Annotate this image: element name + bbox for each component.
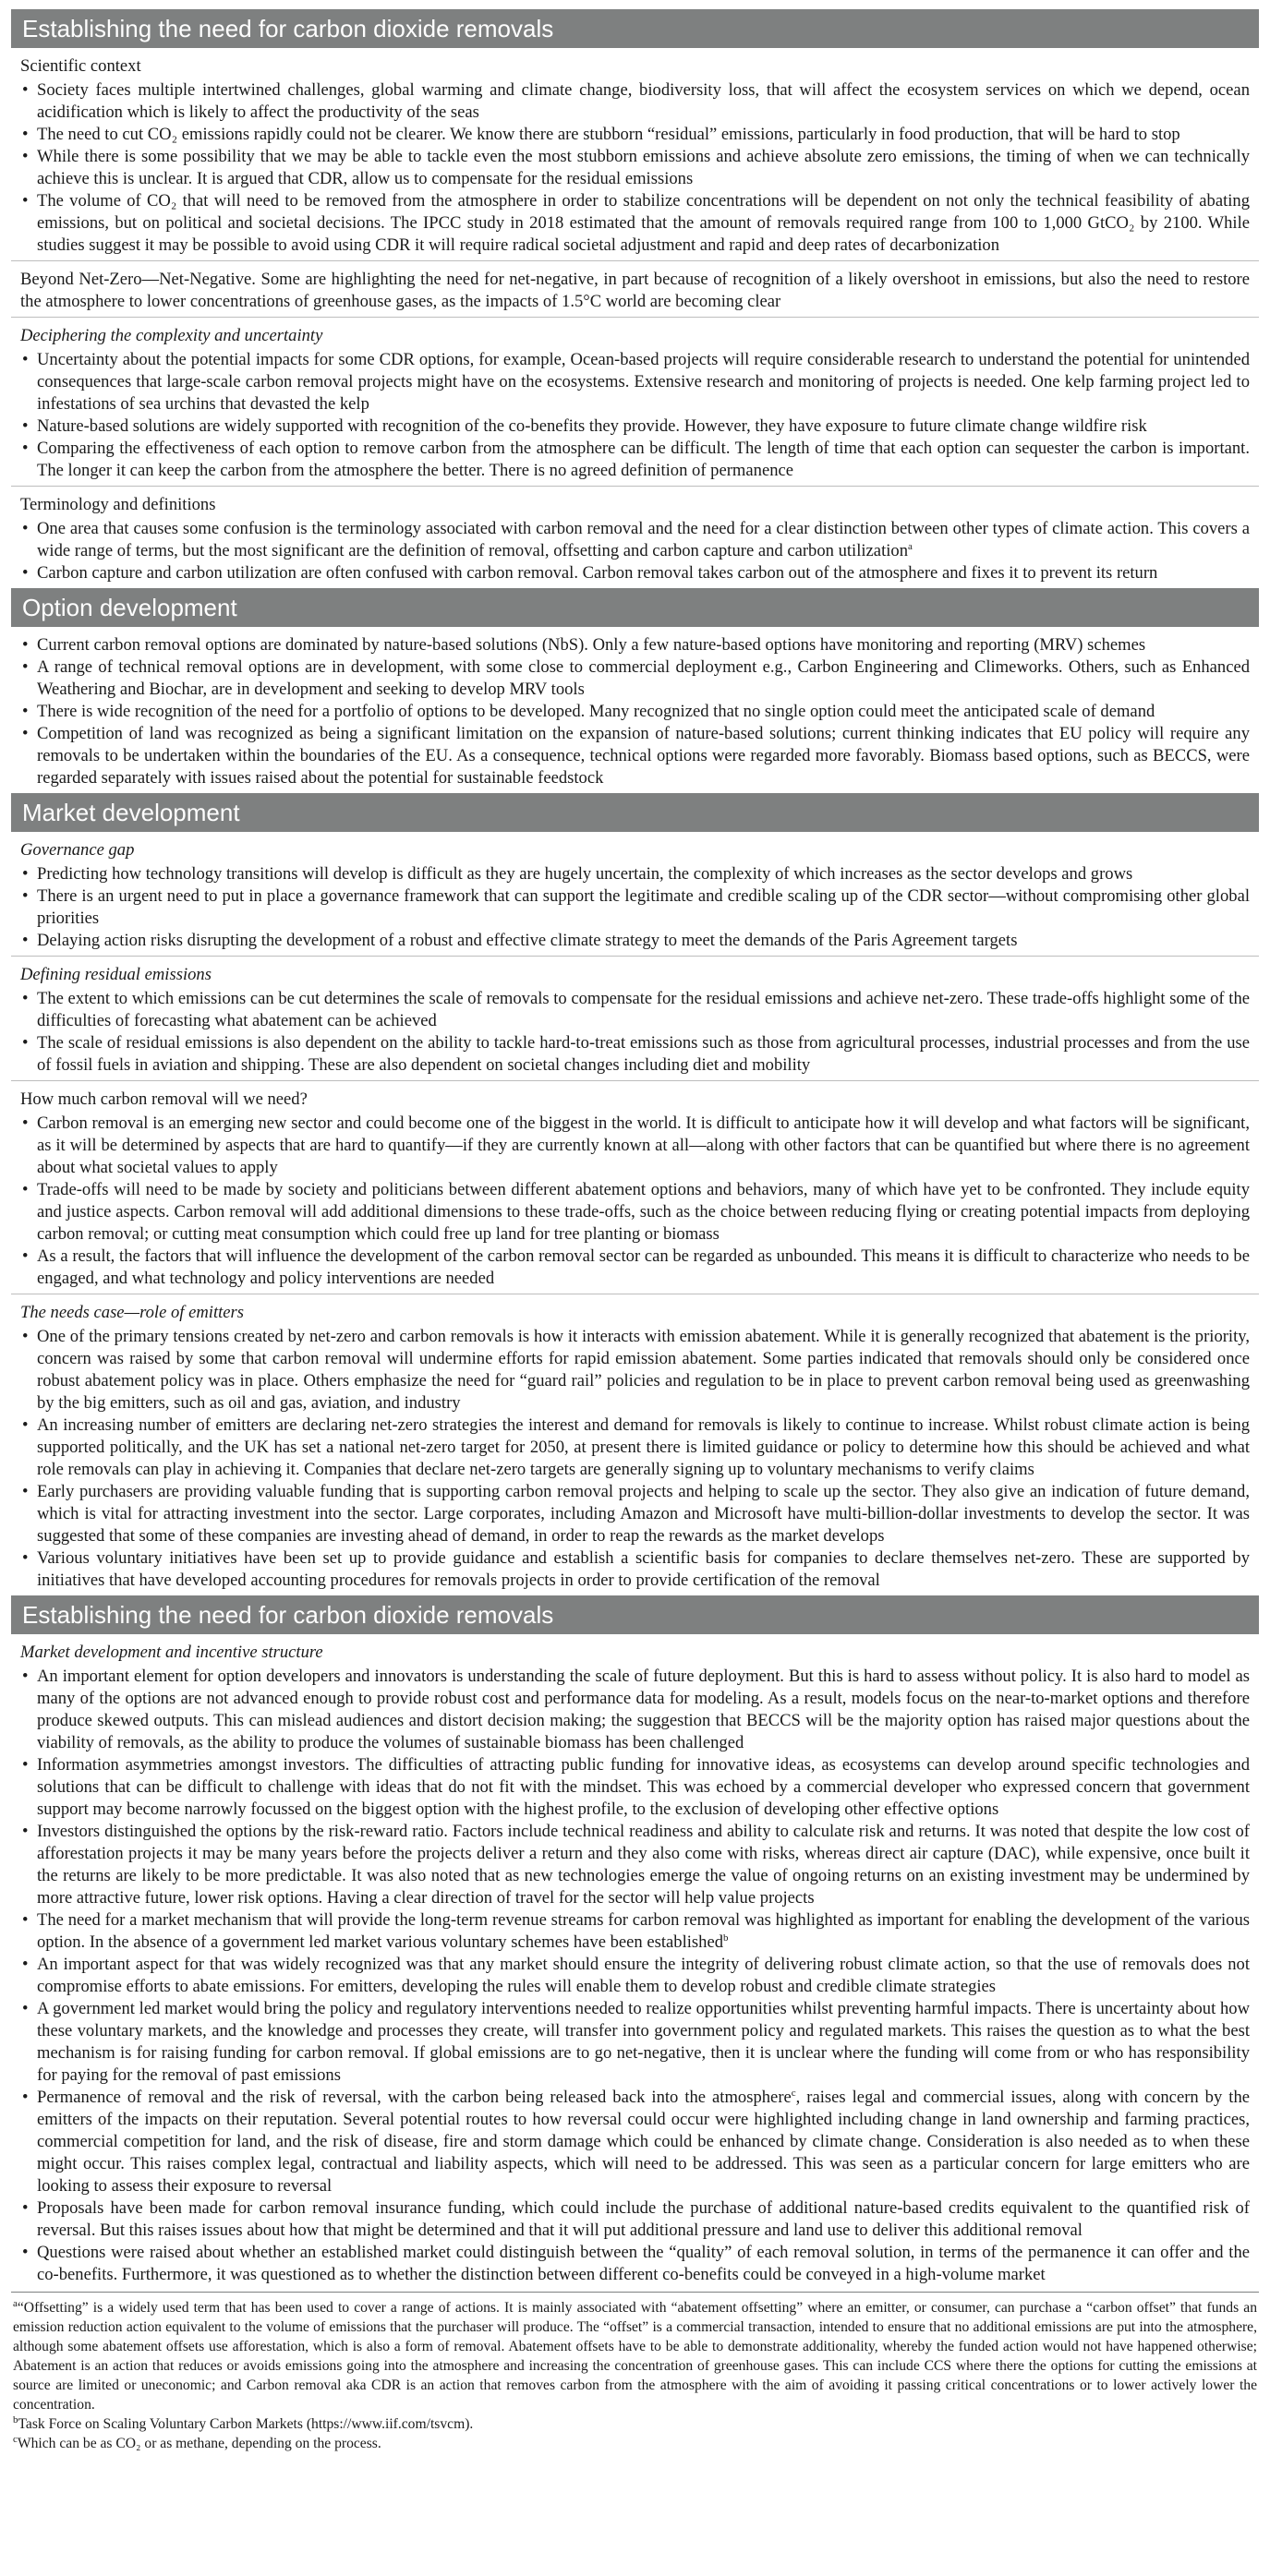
bullet-item: • A range of technical removal options are in development, with some close to commercial deployment e.g., Carbon Engineering and Climeworks. Others, such as Enhanced Weathering and Biochar, are in development and seeking to develop MRV tools — [20, 656, 1250, 701]
table-block — [11, 1081, 1259, 1294]
bullet-item: • Nature-based solutions are widely supported with recognition of the co-benefits they provide. However, they have exposure to future climate change wildfire risk — [20, 415, 1250, 438]
footnote-a — [13, 2298, 1257, 2414]
bullet-item: • Comparing the effectiveness of each option to remove carbon from the atmosphere can be difficult. The length of time that each option can sequester the carbon is important. The longer it can keep the carbon from the atmosphere the better. There is no agreed definition of permanence — [20, 438, 1250, 482]
bullet-item: • The volume of CO₂ that will need to be removed from the atmosphere in order to stabilize concentrations will be dependent on not only the technical feasibility of abating emissions, but on political and societal decisions. The IPCC study in 2018 estimated that the amount of removals required range from 100 to 1,000 GtCO₂ by 2100. While studies suggest it may be possible to avoid using CDR it will require radical societal adjustment and rapid and deep rates of decarbonization — [20, 190, 1250, 257]
bullet-list — [20, 1113, 1250, 1290]
bullet-item: • The need to cut CO₂ emissions rapidly could not be clearer. We know there are stubborn “residual” emissions, particularly in food production, that will be hard to stop — [20, 124, 1250, 146]
bullet-text: One area that causes some confusion is the terminology associated with carbon removal and the need for a clear distinction between other types of climate action. This covers a wide range of terms, but the most significant are the definition of removal, offsetting and carbon capture and carbon utilization — [37, 519, 1250, 560]
table-block — [11, 1294, 1259, 1595]
block-subtitle: Terminology and definitions — [20, 495, 216, 514]
bullet-item — [20, 1909, 1250, 1954]
footnote-marker: c — [13, 2433, 18, 2445]
bullet-text: The need for a market mechanism that will provide the long-term revenue streams for carbon removal was highlighted as important for enabling the development of the various option. In the absence of a government led market various voluntary schemes have been established — [37, 1910, 1250, 1952]
block-subtitle: Deciphering the complexity and uncertainty — [20, 326, 323, 345]
bullet-item — [20, 2087, 1250, 2197]
section-header: Establishing the need for carbon dioxide removals — [11, 9, 1259, 48]
bullet-list — [20, 1666, 1250, 2286]
bullet-item: • Investors distinguished the options by the risk-reward ratio. Factors include technical readiness and ability to calculate risk and returns. It was noted that despite the low cost of afforestation projects it may be many years before the projects deliver a return and they also come with risks, whereas direct air capture (DAC), while expensive, once built it the returns are likely to be more predictable. It was also noted that as new technologies emerge the value of ongoing returns on an existing investment may be undermined by more attractive future, lower risk options. Having a clear direction of travel for the sector will help value projects — [20, 1821, 1250, 1909]
footnote-marker: a — [908, 540, 913, 552]
block-subtitle: The needs case—role of emitters — [20, 1303, 245, 1322]
bullet-item: • A government led market would bring the policy and regulatory interventions needed to realize opportunities whilst preventing harmful impacts. There is uncertainty about how these voluntary markets, and the knowledge and processes they create, will transfer into government policy and regulated markets. This raises the question as to what the best mechanism is for raising funding for carbon removal. If global emissions are to go net-negative, then it is unclear where the funding will come from or who has responsibility for paying for the removal of past emissions — [20, 1998, 1250, 2087]
bullet-list — [20, 863, 1250, 952]
table-block — [11, 832, 1259, 957]
table-block — [11, 627, 1259, 793]
block-paragraph: Beyond Net-Zero—Net-Negative. Some are highlighting the need for net-negative, in part because of recognition of a likely overshoot in emissions, but also the need to restore the atmosphere to lower concentrations of greenhouse gases, as the impacts of 1.5°C world are becoming clear — [20, 270, 1250, 311]
section-header: Option development — [11, 588, 1259, 627]
bullet-list — [20, 988, 1250, 1077]
block-subtitle: Governance gap — [20, 840, 135, 860]
bullet-item: • The scale of residual emissions is also dependent on the ability to tackle hard-to-treat emissions such as those from agricultural processes, industrial processes and from the use of fossil fuels in aviation and shipping. These are also dependent on societal changes including diet and mobility — [20, 1032, 1250, 1077]
section-header: Establishing the need for carbon dioxide removals — [11, 1595, 1259, 1634]
table-block — [11, 957, 1259, 1081]
bullet-item: • Questions were raised about whether an established market could distinguish between the “quality” of each removal solution, in terms of the permanence it can offer and the co-benefits. Furthermore, it was questioned as to whether the distinction between different co-benefits could be conveyed in a high-volume market — [20, 2242, 1250, 2286]
bullet-item: • Various voluntary initiatives have been set up to provide guidance and establish a scientific basis for companies to declare themselves net-zero. These are supported by initiatives that have developed accounting procedures for removals projects in order to provide certification of the removal — [20, 1547, 1250, 1592]
footnote-b — [13, 2414, 1257, 2434]
bullet-item: • An important element for option developers and innovators is understanding the scale of future deployment. But this is hard to assess without policy. It is also hard to model as many of the options are not advanced enough to provide robust cost and performance data for modeling. As a result, models focus on the near-to-market options and therefore produce skewed outputs. This can mislead audiences and distort decision making; the suggestion that BECCS will be the majority option has raised major questions about the viability of removals, as the ability to produce the volumes of sustainable biomass has been challenged — [20, 1666, 1250, 1754]
footnote-c — [13, 2434, 1257, 2453]
bullet-item: • Early purchasers are providing valuable funding that is supporting carbon removal projects and helping to scale up the sector. They also give an indication of future demand, which is vital for attracting investment into the sector. Large corporates, including Amazon and Microsoft have multi-billion-dollar investments to develop the sector. It was suggested that some of these companies are investing ahead of demand, in order to reap the rewards as the market develops — [20, 1481, 1250, 1547]
table-footnotes — [11, 2292, 1259, 2453]
footnote-text: Which can be as CO₂ or as methane, depending on the process. — [17, 2436, 381, 2451]
table-block — [11, 48, 1259, 261]
bullet-item: • Uncertainty about the potential impacts for some CDR options, for example, Ocean-based projects will require considerable research to understand the potential for unintended consequences that large-scale carbon removal projects might have on the ecosystems. Extensive research and monitoring of projects is needed. One kelp farming project led to infestations of sea urchins that devasted the kelp — [20, 349, 1250, 415]
bullet-list — [20, 634, 1250, 789]
bullet-item: • There is an urgent need to put in place a governance framework that can support the legitimate and credible scaling up of the CDR sector—without compromising other global priorities — [20, 885, 1250, 930]
bullet-item: • Predicting how technology transitions will develop is difficult as they are hugely uncertain, the complexity of which increases as the sector develops and grows — [20, 863, 1250, 885]
bullet-item: • An increasing number of emitters are declaring net-zero strategies the interest and demand for removals is likely to continue to increase. Whilst robust climate action is being supported politically, and the UK has set a national net-zero target for 2050, at present there is limited guidance or policy to determine how this should be achieved and what role removals can play in achieving it. Companies that declare net-zero targets are generally signing up to voluntary mechanisms to verify claims — [20, 1414, 1250, 1481]
bullet-item: • An important aspect for that was widely recognized was that any market should ensure the integrity of delivering robust climate action, so that the use of removals does not compromise efforts to abate emissions. For emitters, developing the rules will enable them to develop robust and credible climate strategies — [20, 1954, 1250, 1998]
bullet-item: • One of the primary tensions created by net-zero and carbon removals is how it interacts with emission abatement. While it is generally recognized that abatement is the priority, concern was raised by some that carbon removal will undermine efforts for rapid emission abatement. Some parties indicated that removals should only be considered once robust abatement policy was in place. Others emphasize the need for “guard rail” policies and regulation to be in place to prevent carbon removal being used as greenwashing by the big emitters, such as oil and gas, aviation, and industry — [20, 1326, 1250, 1414]
block-subtitle: Defining residual emissions — [20, 965, 212, 984]
bullet-item: • Carbon capture and carbon utilization are often confused with carbon removal. Carbon removal takes carbon out of the atmosphere and fixes it to prevent its return — [20, 562, 1250, 584]
footnote-text: “Offsetting” is a widely used term that has been used to cover a range of actions. It is mainly associated with “abatement offsetting” where an emitter, or consumer, can purchase a “carbon offset” that funds an emission reduction action equivalent to the volume of emissions that the purchaser will produce. The “offset” is a commercial transaction, intended to ensure that no additional emissions are put into the atmosphere, although some abatement offsets use afforestation, which is also a form of removal. Abatement offsets have to be able to demonstrate additionality, whereby the funded action would not have happened otherwise; Abatement is an action that reduces or avoids emissions going into the atmosphere and increasing the concentration of greenhouse gases. This can include CCS where there the options for cutting the emissions at source are limited or uneconomic; and Carbon removal aka CDR is an action that removes carbon from the atmosphere with the aim of avoiding it passing critical concentrations or to lower actively lower the concentration. — [13, 2300, 1257, 2413]
section-header: Market development — [11, 793, 1259, 832]
bullet-item: • Current carbon removal options are dominated by nature-based solutions (NbS). Only a few nature-based options have monitoring and reporting (MRV) schemes — [20, 634, 1250, 656]
footnote-marker: b — [13, 2413, 18, 2426]
bullet-item: • The extent to which emissions can be cut determines the scale of removals to compensate for the residual emissions and achieve net-zero. These trade-offs highlight some of the difficulties of forecasting what abatement can be achieved — [20, 988, 1250, 1032]
footnote-text: Task Force on Scaling Voluntary Carbon Markets (https://www.iif.com/tsvcm). — [18, 2416, 474, 2432]
footnote-marker: b — [723, 1932, 729, 1944]
bullet-list — [20, 1326, 1250, 1592]
footnote-marker: a — [13, 2297, 18, 2309]
block-subtitle: Scientific context — [20, 56, 141, 76]
bullet-item — [20, 518, 1250, 562]
bullet-list — [20, 518, 1250, 584]
bullet-item: • Competition of land was recognized as being a significant limitation on the expansion of nature-based solutions; current thinking indicates that EU policy will require any removals to be undertaken within the boundaries of the EU. As a consequence, technical options were regarded more favorably. Biomass based options, such as BECCS, were regarded separately with issues raised about the potential for sustainable feedstock — [20, 723, 1250, 789]
table-block — [11, 318, 1259, 487]
bullet-item: • Carbon removal is an emerging new sector and could become one of the biggest in the world. It is difficult to anticipate how it will develop and what factors will be significant, as it will be determined by aspects that are hard to quantify—if they are currently known at all—along with other factors that can be quantified but where there is no agreement about what societal values to apply — [20, 1113, 1250, 1179]
bullet-list — [20, 349, 1250, 482]
bullet-text: , raises legal and commercial issues, along with concern by the emitters of the impacts on their reputation. Several potential routes to how reversal could occur were highlighted including change in land ownership and farming practices, commercial competition for land, and the risk of disease, fire and storm damage which could be enhanced by climate change. Consideration is also needed as to when these might occur. This raises complex legal, contractual and liability aspects, which will need to be addressed. This was seen as a particular concern for large emitters who are looking to assess their exposure to reversal — [37, 2088, 1250, 2196]
table-block — [11, 487, 1259, 588]
block-subtitle: Market development and incentive structure — [20, 1643, 323, 1662]
table-block — [11, 1634, 1259, 2290]
table-page — [11, 9, 1259, 2453]
footnote-marker: c — [791, 2087, 796, 2099]
block-subtitle: How much carbon removal will we need? — [20, 1089, 308, 1109]
bullet-item: • There is wide recognition of the need for a portfolio of options to be developed. Many recognized that no single option could meet the anticipated scale of demand — [20, 701, 1250, 723]
bullet-item: • While there is some possibility that we may be able to tackle even the most stubborn emissions and achieve absolute zero emissions, the timing of when we can technically achieve this is unclear. It is argued that CDR, allow us to compensate for the residual emissions — [20, 146, 1250, 190]
bullet-item: • As a result, the factors that will influence the development of the carbon removal sector can be regarded as unbounded. This means it is difficult to characterize who needs to be engaged, and what technology and policy interventions are needed — [20, 1246, 1250, 1290]
bullet-item: • Information asymmetries amongst investors. The difficulties of attracting public funding for innovative ideas, as ecosystems can develop around specific technologies and solutions that can be difficult to challenge with ideas that do not fit with the mindset. This was echoed by a commercial developer who expressed concern that government support may become narrowly focussed on the biggest option with the highest profile, to the exclusion of developing other effective options — [20, 1754, 1250, 1821]
bullet-text: Permanence of removal and the risk of reversal, with the carbon being released back into the atmosphere — [37, 2088, 792, 2107]
bullet-list — [20, 79, 1250, 257]
bullet-item: • Society faces multiple intertwined challenges, global warming and climate change, biodiversity loss, that will affect the ecosystem services on which we depend, ocean acidification which is likely to affect the productivity of the seas — [20, 79, 1250, 124]
bullet-item: • Trade-offs will need to be made by society and politicians between different abatement options and behaviors, many of which have yet to be confronted. They include equity and justice aspects. Carbon removal will add additional dimensions to these trade-offs, such as the choice between reducing flying or creating potential impacts from deploying carbon removal; or cutting meat consumption which could free up land for tree planting or biomass — [20, 1179, 1250, 1246]
bullet-item: • Delaying action risks disrupting the development of a robust and effective climate strategy to meet the demands of the Paris Agreement targets — [20, 930, 1250, 952]
table-block — [11, 261, 1259, 318]
bullet-item: • Proposals have been made for carbon removal insurance funding, which could include the purchase of additional nature-based credits equivalent to the quantified risk of reversal. But this raises issues about how that might be determined and that it will put additional pressure and land use to deliver this additional removal — [20, 2197, 1250, 2242]
